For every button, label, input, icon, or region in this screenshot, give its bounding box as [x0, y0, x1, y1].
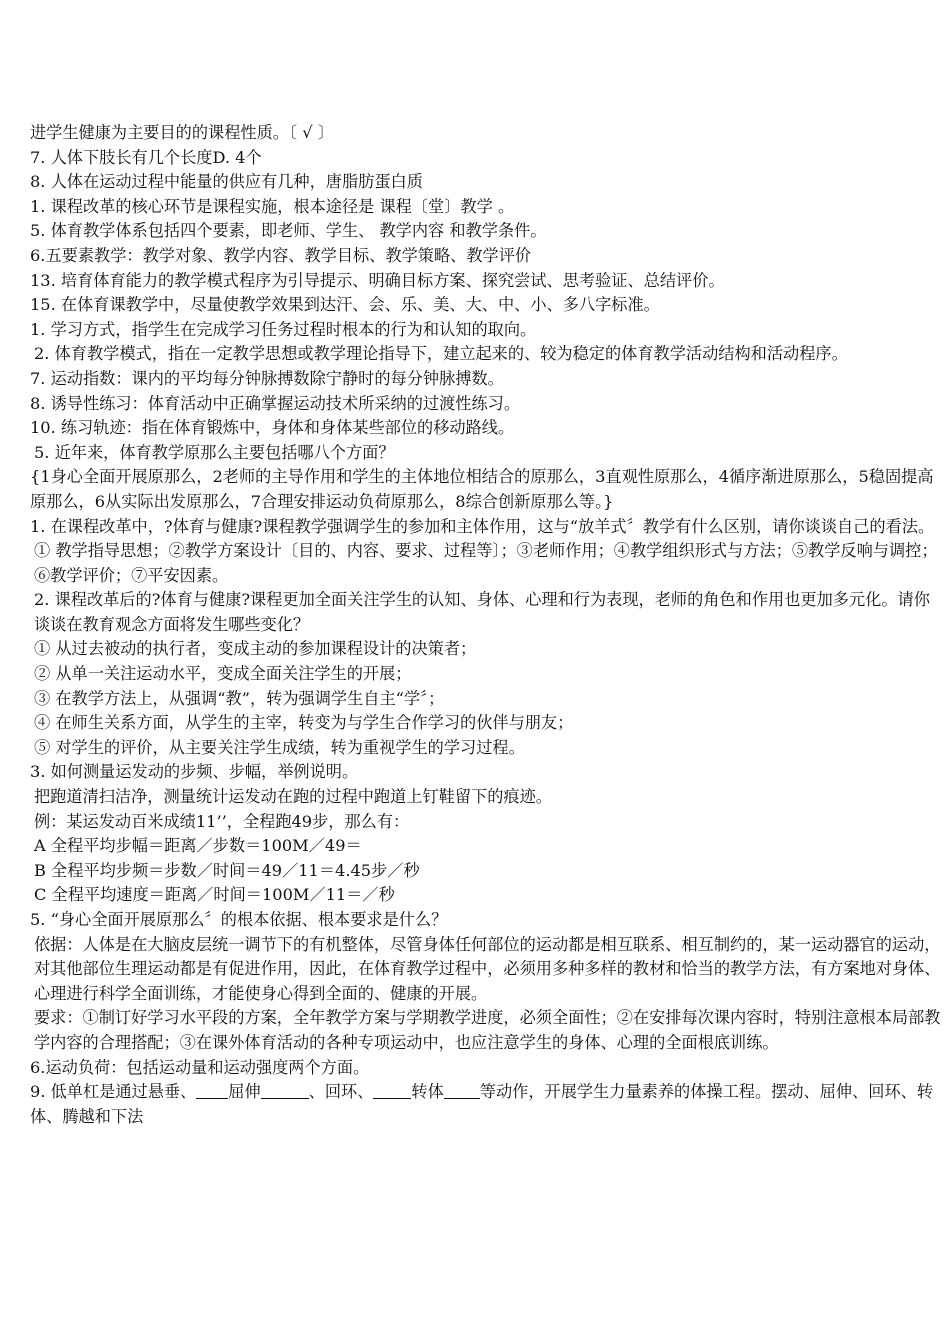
paragraph: ① 教学指导思想；②教学方案设计〔目的、内容、要求、过程等〕；③老师作用；④教学组织形式与方法；⑤教学反响与调控；⑥教学评价；⑦平安因素。 — [34, 541, 938, 585]
text-segment: 转体 — [411, 1082, 444, 1102]
answer-blank — [444, 1081, 480, 1099]
paragraph: 要求：①制订好学习水平段的方案，全年教学方案与学期教学进度，必须全面性；②在安排每次课内容时，特别注意根本局部教学内容的合理搭配；③在课外体育活动的各种专项运动中，也应注意学生的身体、心理的全面根底训练。 — [34, 1008, 941, 1052]
answer-blank — [373, 1081, 411, 1099]
text-line: 8. 人体在运动过程中能量的供应有几种，唐脂肪蛋白质 — [30, 172, 423, 192]
text-line: 7. 人体下肢长有几个长度D. 4个 — [30, 147, 262, 167]
text-line: 把跑道清扫洁净，测量统计运发动在跑的过程中跑道上钉鞋留下的痕迹。 — [34, 787, 552, 807]
text-line: 5. “身心全面开展原那么〞的根本依据、根本要求是什么？ — [30, 910, 448, 929]
text-line: 3. 如何测量运发动的步频、步幅，举例说明。 — [30, 762, 359, 782]
text-line: 例：某运发动百米成绩11’’，全程跑49步，那么有： — [34, 811, 410, 831]
paragraph: 1. 在课程改革中，?体育与健康?课程教学强调学生的参加和主体作用，这与“放羊式〞教学有什么区别，请你谈谈自己的看法。 — [30, 516, 935, 536]
paragraph: 依据：人体是在大脑皮层统一调节下的有机整体，尽管身体任何部位的运动都是相互联系、相互制约的，某一运动器官的运动，对其他部位生理运动都是有促进作用，因此，在体育教学过程中，必须用多种多样的教材和恰当的教学方法，有方案地对身体、心理进行科学全面训练，才能使身心得到全面的、健康的开展。 — [34, 934, 941, 1003]
paragraph: 2. 体育教学模式，指在一定教学思想或教学理论指导下，建立起来的、较为稳定的体育教学活动结构和活动程序。 — [34, 344, 848, 364]
list-item: B 全程平均步频＝步数／时间＝49／11＝4.45步／秒 — [34, 860, 420, 880]
text-line: 8. 诱导性练习：体育活动中正确掌握运动技术所采纳的过渡性练习。 — [30, 393, 521, 413]
text-segment: 屈伸 — [228, 1082, 261, 1102]
text-line: 1. 课程改革的核心环节是课程实施，根本途径是 课程〔堂〕教学 。 — [30, 196, 515, 216]
list-item: ② 从单一关注运动水平，变成全面关注学生的开展； — [34, 664, 412, 684]
document-page — [30, 121, 945, 1129]
text-line: 5. 近年来，体育教学原那么主要包括哪八个方面？ — [34, 442, 395, 462]
list-item: ⑤ 对学生的评价，从主要关注学生成绩，转为重视学生的学习过程。 — [34, 737, 525, 757]
list-item: ③ 在教学方法上，从强调“教”，转为强调学生自主“学〞； — [34, 688, 445, 708]
list-item: ④ 在师生关系方面，从学生的主宰，转变为与学生合作学习的伙伴与朋友； — [34, 713, 574, 733]
text-line: 13. 培育体育能力的教学模式程序为引导提示、明确目标方案、探究尝试、思考验证、总结评价。 — [30, 270, 725, 290]
text-segment: 、回环、 — [308, 1082, 374, 1102]
text-line: 15. 在体育课教学中，尽量使教学效果到达汗、会、乐、美、大、中、小、多八字标准。 — [30, 295, 660, 315]
text-line: 6.五要素教学：教学对象、教学内容、教学目标、教学策略、教学评价 — [30, 245, 532, 265]
paragraph-fill-in — [30, 1080, 945, 1129]
text-line: 1. 学习方式，指学生在完成学习任务过程时根本的行为和认知的取向。 — [30, 319, 537, 339]
text-line: 7. 运动指数：课内的平均每分钟脉搏数除宁静时的每分钟脉搏数。 — [30, 368, 504, 388]
text-line: 10. 练习轨迹：指在体育锻炼中，身体和身体某些部位的移动路线。 — [30, 418, 515, 438]
text-line: 6.运动负荷：包括运动量和运动强度两个方面。 — [30, 1057, 370, 1077]
text-segment: 等动作，开展学生力量素养的体操工程。摆动、屈伸、回环、转体、腾越和下法 — [30, 1082, 934, 1126]
paragraph: 2. 课程改革后的?体育与健康?课程更加全面关注学生的认知、身体、心理和行为表现，老师的角色和作用也更加多元化。请你谈谈在教育观念方面将发生哪些变化？ — [34, 590, 930, 634]
answer-blank — [196, 1081, 228, 1099]
list-item: A 全程平均步幅＝距离／步数＝100M／49＝ — [34, 836, 362, 856]
paragraph: {1身心全面开展原那么，2老师的主导作用和学生的主体地位相结合的原那么，3直观性原那么，4循序渐进原那么，5稳固提高原那么，6从实际出发原那么，7合理安排运动负荷原那么，8综合创新原那么等。} — [30, 467, 934, 511]
text-line: 进学生健康为主要目的的课程性质。〔 √ 〕 — [30, 123, 334, 142]
list-item: C 全程平均速度＝距离／时间＝100M／11＝／秒 — [34, 885, 395, 905]
answer-blank — [261, 1081, 309, 1099]
list-item: ① 从过去被动的执行者，变成主动的参加课程设计的决策者； — [34, 639, 477, 659]
text-segment: 9. 低单杠是通过悬垂、 — [30, 1082, 197, 1102]
text-line: 5. 体育教学体系包括四个要素，即老师、学生、 教学内容 和教学条件。 — [30, 221, 547, 241]
